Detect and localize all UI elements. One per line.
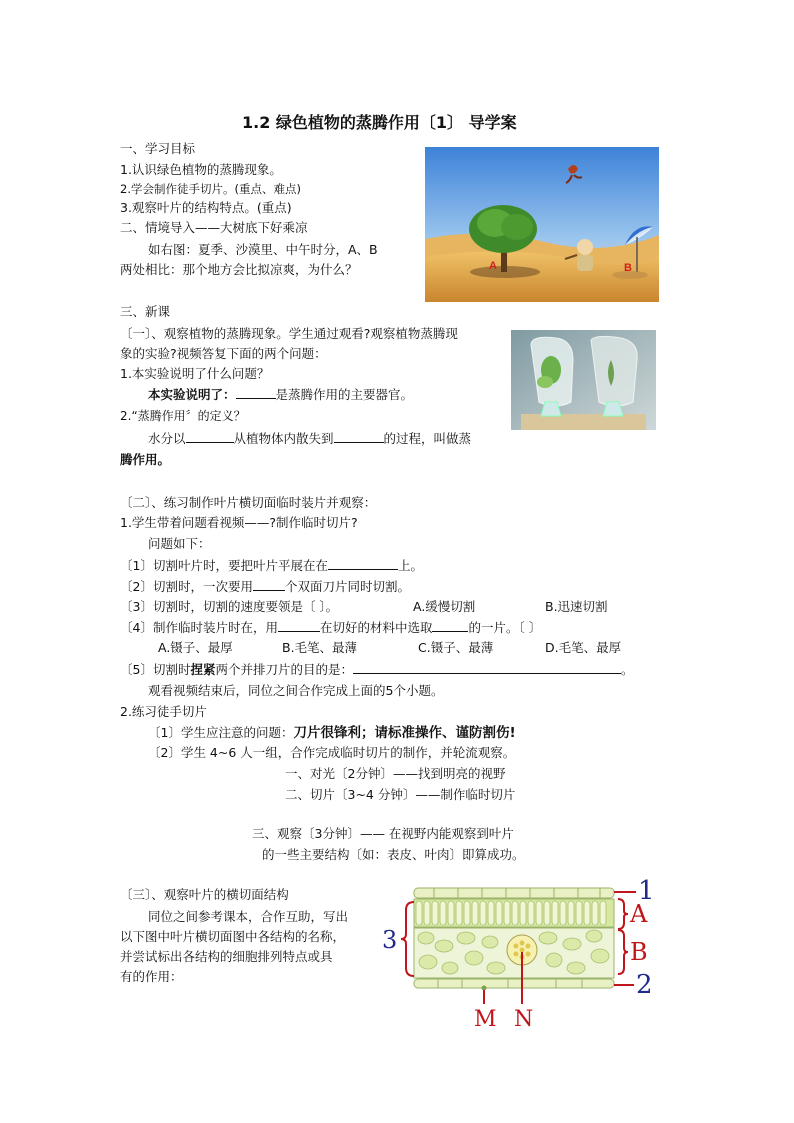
lower-epidermis xyxy=(414,979,614,991)
after-video-note: 观看视频结束后，同位之间合作完成上面的5个小题。 xyxy=(148,683,444,698)
question-2 xyxy=(120,578,410,595)
part2-sub-2: 2.练习徒手切片 xyxy=(120,704,207,719)
definition-text-b: 从植物体内散失到 xyxy=(233,431,334,446)
part3-line-2: 以下图中叶片横切面图中各结构的名称， xyxy=(120,929,346,944)
part1-question-1: 1.本实验说明了什么问题？ xyxy=(120,366,270,381)
question-5-end: 。 xyxy=(620,662,634,677)
question-4-option-c: C.镊子、最薄 xyxy=(418,640,494,655)
question-4-blank-1[interactable] xyxy=(278,619,320,632)
step-2: 二、切片〔3~4 分钟〕——制作临时切片 xyxy=(285,787,516,802)
goal-item-2: 2.学会制作徒手切片。(重点、难点) xyxy=(120,182,301,196)
question-5-text-c: 两个并排刀片的目的是： xyxy=(215,662,353,677)
question-4-blank-2[interactable] xyxy=(432,619,468,632)
part1-answer-line xyxy=(148,386,413,403)
question-5-text-bold: 捏紧 xyxy=(190,662,216,677)
brace-a xyxy=(618,899,628,929)
label-b: B xyxy=(630,938,648,966)
label-a: A xyxy=(630,900,648,928)
safety-note-warning: 刀片很锋利；请标准操作、谨防割伤! xyxy=(293,725,516,741)
question-4 xyxy=(120,619,541,636)
label-2: 2 xyxy=(636,970,653,1000)
upper-epidermis xyxy=(414,888,614,898)
brace-3 xyxy=(401,902,414,976)
step-3-line-1: 三、观察〔3分钟〕—— 在视野内能观察到叶片 xyxy=(252,826,514,841)
question-5-text-a: 〔5〕切割时 xyxy=(120,662,191,677)
question-4-text-b: 在切好的材料中选取 xyxy=(319,620,433,635)
part3-line-1: 同位之间参考课本，合作互助，写出 xyxy=(148,909,349,924)
step-3-line-2: 的一些主要结构〔如：表皮、叶肉〕即算成功。 xyxy=(262,847,525,862)
question-3-option-a: A.缓慢切割 xyxy=(413,599,476,614)
question-3-option-b: B.迅速切割 xyxy=(545,599,608,614)
part3-heading: 〔三〕、观察叶片的横切面结构 xyxy=(120,887,289,902)
section-heading-goals: 一、学习目标 xyxy=(120,141,196,156)
definition-line xyxy=(148,430,471,447)
group-note: 〔2〕学生 4~6 人一组，合作完成临时切片的制作，并轮流观察。 xyxy=(148,745,516,760)
question-1-text: 〔1〕切割叶片时，要把叶片平展在在 xyxy=(120,558,328,573)
question-4-text-a: 〔4〕制作临时装片时在，用 xyxy=(120,620,278,635)
label-m: M xyxy=(474,1007,497,1032)
question-1-blank[interactable] xyxy=(328,557,398,570)
brace-b xyxy=(618,930,628,974)
transpiration-experiment-image xyxy=(511,330,656,430)
question-2-end: 个双面刀片同时切割。 xyxy=(284,579,410,594)
goal-item-1: 1.认识绿色植物的蒸腾现象。 xyxy=(120,162,282,177)
answer-prefix: 本实验说明了： xyxy=(148,387,236,402)
part2-sub-1: 1.学生带着问题看视频——?制作临时切片? xyxy=(120,515,358,530)
part1-question-2: 2.“蒸腾作用〞的定义？ xyxy=(120,409,246,423)
question-1-end: 上。 xyxy=(397,558,423,573)
part2-heading: 〔二〕、练习制作叶片横切面临时装片并观察： xyxy=(120,495,377,510)
palisade-layer xyxy=(414,899,614,927)
question-2-blank[interactable] xyxy=(253,578,285,591)
definition-blank-1[interactable] xyxy=(186,430,234,443)
point-b-label: B xyxy=(624,262,632,274)
desert-scene-image xyxy=(425,147,659,302)
part3-line-3: 并尝试标出各结构的细胞排列特点或具 xyxy=(120,949,333,964)
step-1: 一、对光〔2分钟〕——找到明亮的视野 xyxy=(285,766,506,781)
part3-line-4: 有的作用： xyxy=(120,969,183,984)
section-heading-intro: 二、情境导入——大树底下好乘凉 xyxy=(120,220,308,235)
part1-line-2: 象的实验?视频答复下面的两个问题： xyxy=(120,346,327,361)
intro-line-2: 两处相比：那个地方会比拟凉爽，为什么？ xyxy=(120,262,358,277)
question-4-text-c: 的一片。〔 〕 xyxy=(468,620,542,635)
page-title: 1.2 绿色植物的蒸腾作用〔1〕 导学案 xyxy=(242,113,517,132)
definition-text-c: 的过程，叫做蒸 xyxy=(383,431,472,446)
section-heading-new-lesson: 三、新课 xyxy=(120,304,171,319)
definition-line-end: 腾作用。 xyxy=(120,452,171,467)
spongy-layer xyxy=(414,928,614,978)
goal-item-3: 3.观察叶片的结构特点。(重点) xyxy=(120,200,292,215)
questions-label: 问题如下： xyxy=(148,536,211,551)
question-5 xyxy=(120,661,634,678)
question-4-option-a: A.镊子、最厚 xyxy=(158,640,233,655)
leaf-cross-section-diagram xyxy=(378,872,668,1032)
safety-note xyxy=(148,725,516,741)
question-2-text: 〔2〕切割时，一次要用 xyxy=(120,579,253,594)
label-n: N xyxy=(514,1007,534,1032)
safety-note-label: 〔1〕学生应注意的问题： xyxy=(148,725,294,740)
label-3: 3 xyxy=(382,926,398,954)
intro-line-1: 如右图：夏季、沙漠里、中午时分，A、B xyxy=(148,242,378,257)
question-4-option-d: D.毛笔、最厚 xyxy=(545,640,622,655)
question-4-option-b: B.毛笔、最薄 xyxy=(282,640,358,655)
question-3: 〔3〕切割时，切割的速度要领是〔 〕。 xyxy=(120,599,339,614)
question-5-blank[interactable] xyxy=(353,661,621,674)
definition-blank-2[interactable] xyxy=(334,430,384,443)
point-a-label: A xyxy=(489,260,497,272)
label-1: 1 xyxy=(638,876,655,906)
answer-blank[interactable] xyxy=(236,386,276,399)
part1-line-1: 〔一〕、观察植物的蒸腾现象。学生通过观看?观察植物蒸腾现 xyxy=(120,326,458,341)
question-1 xyxy=(120,557,423,574)
answer-suffix: 是蒸腾作用的主要器官。 xyxy=(275,387,414,402)
definition-text-a: 水分以 xyxy=(148,431,186,446)
